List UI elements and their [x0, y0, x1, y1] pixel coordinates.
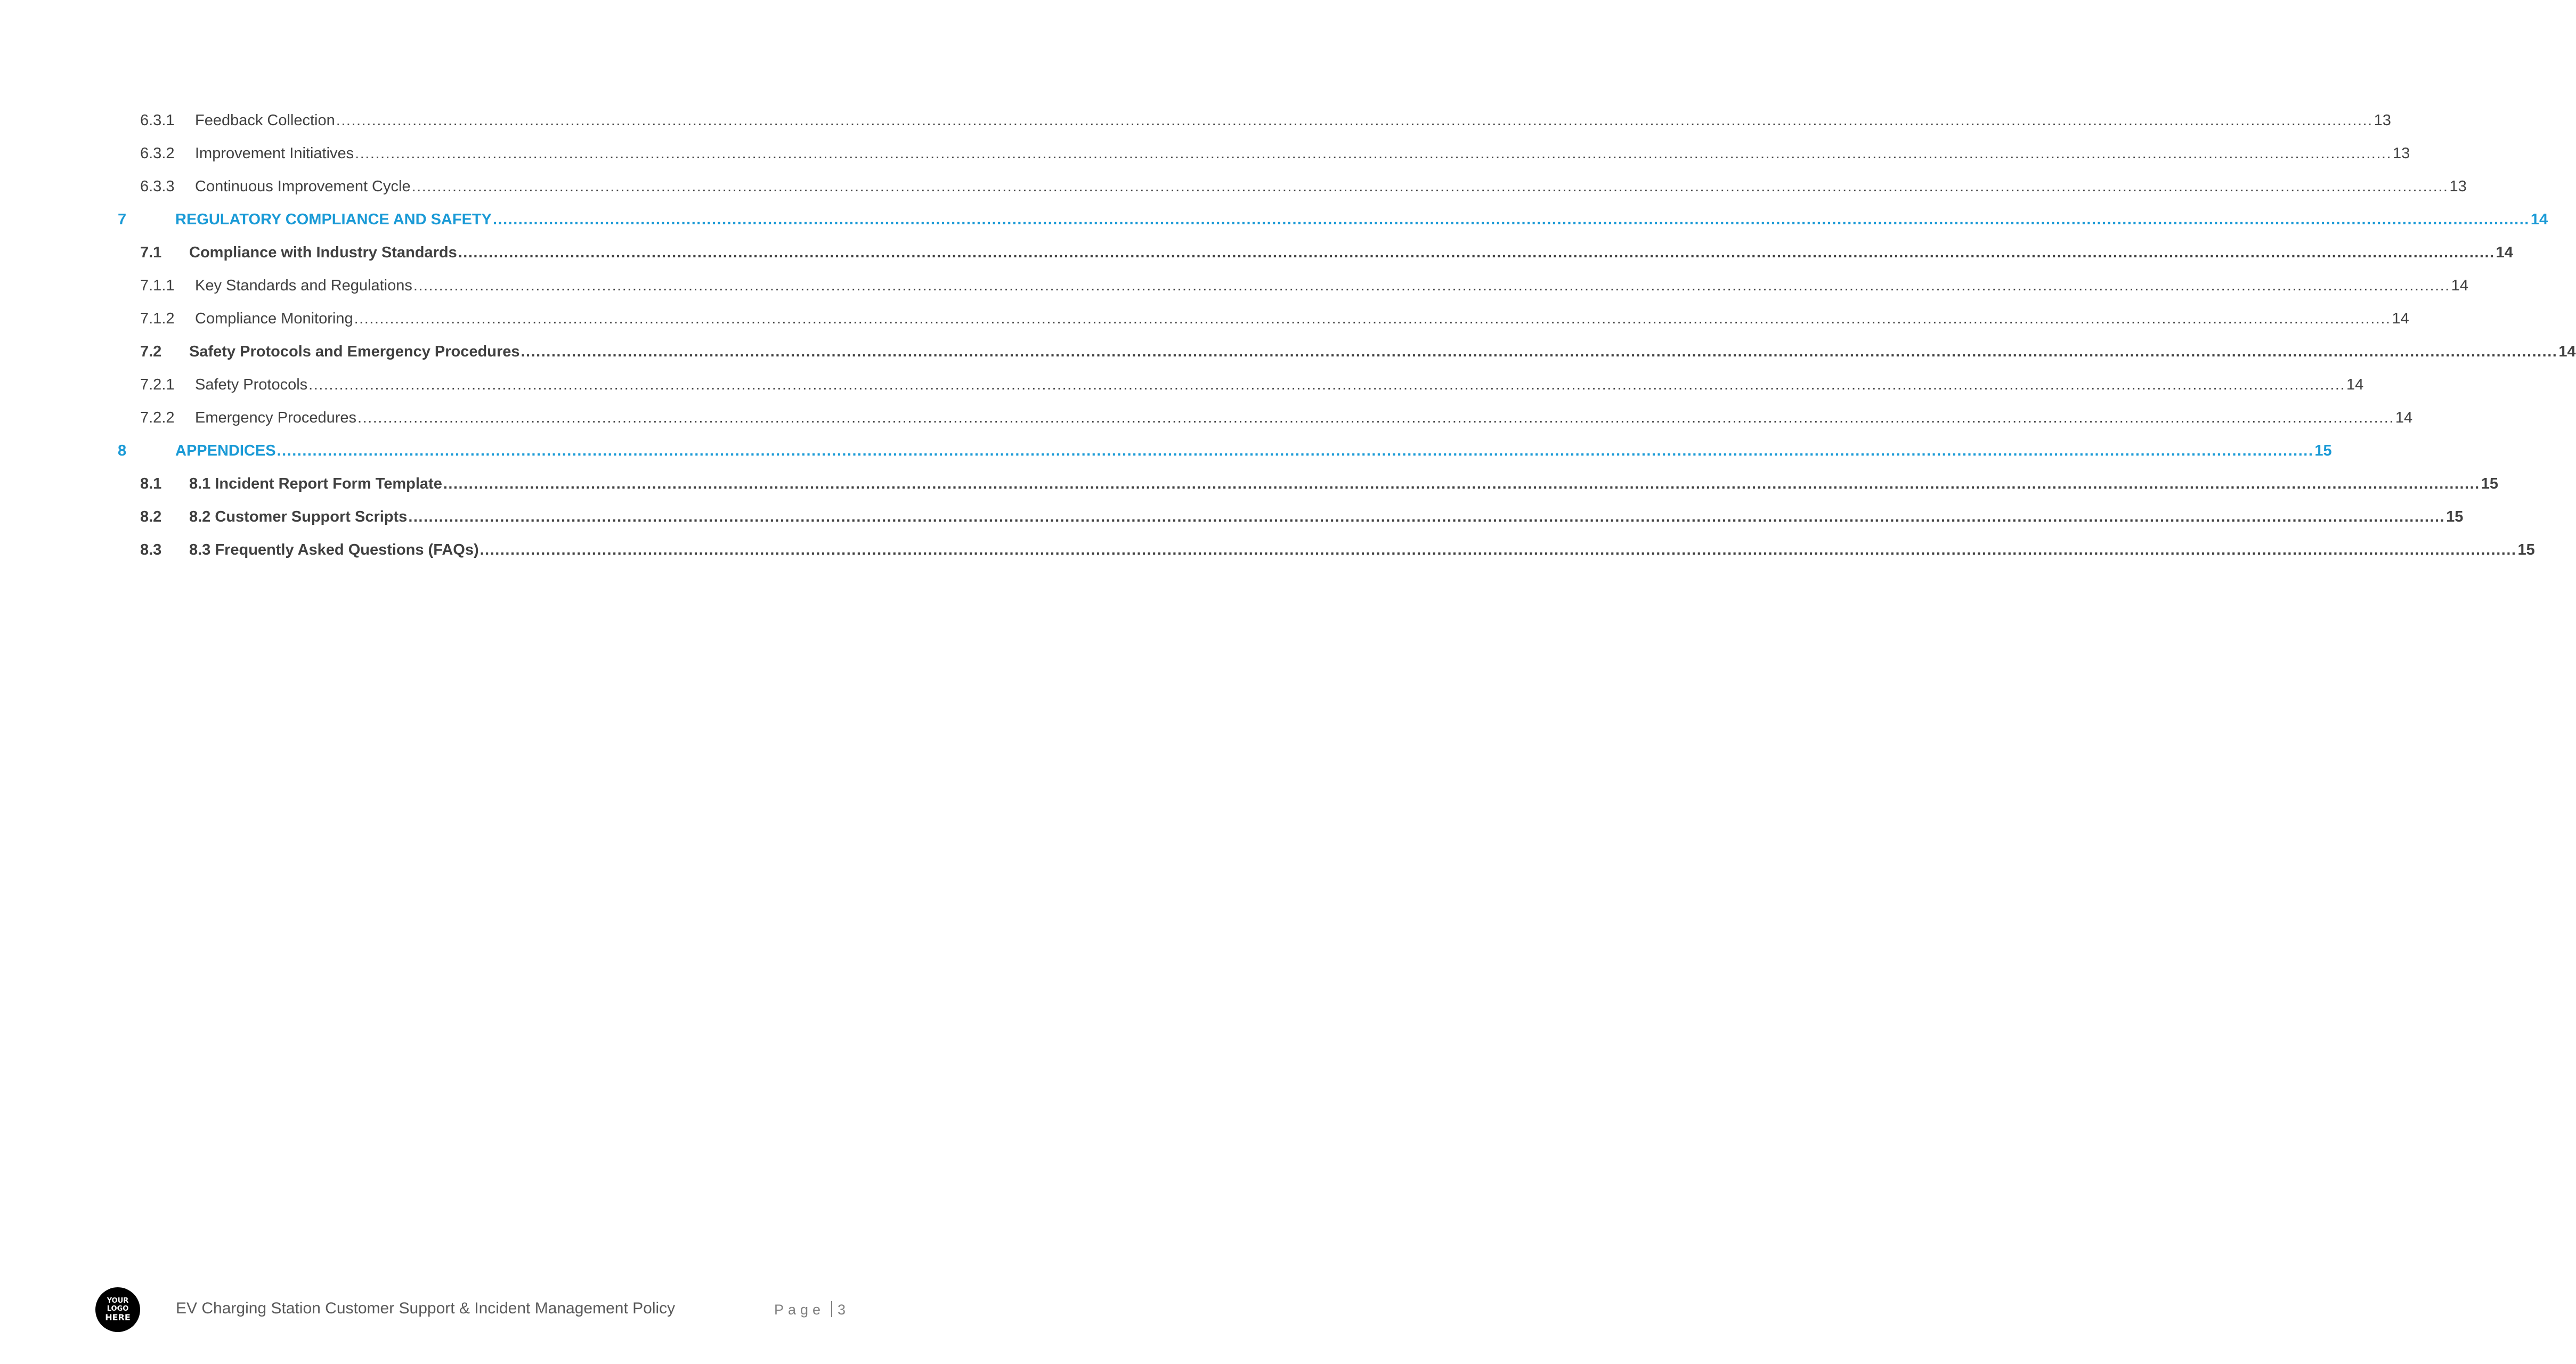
toc-entry-number: 8.2 [140, 508, 162, 525]
toc-entry-leader-line [189, 533, 2535, 566]
toc-entry-leader-line [195, 104, 2391, 137]
toc-entry-leader-line [195, 170, 2467, 203]
toc-entry-leader-line [189, 467, 2498, 500]
toc-entry-title[interactable]: 8.3 Frequently Asked Questions (FAQs) [189, 541, 479, 558]
toc-entry-page-number: 15 [2517, 541, 2535, 558]
toc-entry[interactable] [0, 137, 2410, 170]
logo-text-line3: HERE [105, 1312, 131, 1322]
toc-dot-leader: ................................................................................................................................................................................................................................................................................................................................................................................................................ [443, 475, 2480, 492]
toc-entry-number: 8 [118, 442, 127, 459]
toc-entry-leader-line [175, 203, 2548, 236]
toc-entry-page-number: 14 [2496, 244, 2513, 261]
toc-entry-title[interactable]: APPENDICES [175, 442, 276, 459]
toc-entry-number: 8.1 [140, 475, 162, 492]
toc-entry[interactable] [0, 269, 2469, 302]
toc-entry-page-number: 14 [2346, 376, 2364, 393]
toc-entry[interactable] [0, 203, 2548, 236]
logo-text-line1: YOUR [107, 1297, 129, 1305]
toc-entry-leader-line [195, 269, 2469, 302]
toc-entry[interactable] [0, 104, 2391, 137]
toc-entry-page-number: 15 [2446, 508, 2464, 525]
footer-document-title: EV Charging Station Customer Support & Incident Management Policy [176, 1300, 676, 1317]
toc-entry-leader-line [189, 335, 2576, 368]
toc-entry-number: 6.3.3 [140, 178, 175, 195]
toc-entry[interactable] [0, 335, 2576, 368]
toc-dot-leader: ................................................................................................................................................................................................................................................................................................................................................................................................................ [458, 244, 2495, 261]
toc-entry[interactable] [0, 434, 2332, 467]
toc-entry[interactable] [0, 170, 2467, 203]
toc-dot-leader: ................................................................................................................................................................................................................................................................................................................................................................................................................ [308, 376, 2346, 393]
toc-entry-page-number: 15 [2314, 442, 2332, 459]
toc-entry-number: 7.2 [140, 343, 162, 360]
toc-entry[interactable] [0, 533, 2535, 566]
toc-dot-leader: ................................................................................................................................................................................................................................................................................................................................................................................................................ [357, 409, 2394, 426]
toc-entry-page-number: 14 [2558, 343, 2576, 360]
toc-entry-page-number: 14 [2392, 310, 2409, 327]
toc-dot-leader: ................................................................................................................................................................................................................................................................................................................................................................................................................ [355, 145, 2392, 162]
page-label: Page [774, 1302, 825, 1318]
toc-entry-number: 7.1.2 [140, 310, 175, 327]
page-number: 3 [838, 1302, 846, 1318]
toc-dot-leader: ................................................................................................................................................................................................................................................................................................................................................................................................................ [277, 442, 2314, 459]
toc-entry-title[interactable]: Improvement Initiatives [195, 145, 354, 162]
toc-dot-leader: ................................................................................................................................................................................................................................................................................................................................................................................................................ [354, 310, 2391, 327]
toc-entry-number: 6.3.1 [140, 112, 175, 129]
toc-entry-page-number: 13 [2393, 145, 2410, 162]
toc-dot-leader: ................................................................................................................................................................................................................................................................................................................................................................................................................ [480, 541, 2517, 558]
toc-entry-title[interactable]: Feedback Collection [195, 112, 335, 129]
toc-dot-leader: ................................................................................................................................................................................................................................................................................................................................................................................................................ [336, 112, 2373, 129]
toc-entry-leader-line [195, 368, 2364, 401]
toc-entry-number: 7.1.1 [140, 277, 175, 294]
toc-entry-leader-line [189, 500, 2464, 533]
toc-entry-title[interactable]: Compliance with Industry Standards [189, 244, 457, 261]
toc-entry-leader-line [195, 302, 2409, 335]
toc-entry-title[interactable]: Continuous Improvement Cycle [195, 178, 411, 195]
page-footer [0, 1284, 964, 1337]
toc-entry-title[interactable]: Emergency Procedures [195, 409, 357, 426]
toc-entry[interactable] [0, 500, 2464, 533]
page-separator [831, 1301, 832, 1317]
toc-entry-page-number: 13 [2374, 112, 2391, 129]
toc-entry-page-number: 15 [2481, 475, 2498, 492]
toc-entry[interactable] [0, 368, 2364, 401]
toc-entry-page-number: 13 [2449, 178, 2467, 195]
toc-entry-title[interactable]: 8.1 Incident Report Form Template [189, 475, 442, 492]
toc-entry-page-number: 14 [2395, 409, 2413, 426]
toc-entry-title[interactable]: Safety Protocols [195, 376, 308, 393]
toc-entry-number: 7.2.2 [140, 409, 175, 426]
toc-dot-leader: ................................................................................................................................................................................................................................................................................................................................................................................................................ [521, 343, 2558, 360]
toc-dot-leader: ................................................................................................................................................................................................................................................................................................................................................................................................................ [408, 508, 2445, 525]
toc-entry-page-number: 14 [2451, 277, 2469, 294]
toc-entry-title[interactable]: Key Standards and Regulations [195, 277, 412, 294]
logo-placeholder [95, 1287, 140, 1332]
toc-entry-number: 7.1 [140, 244, 162, 261]
logo-text-line2: LOGO [107, 1305, 129, 1313]
toc-entry-leader-line [195, 137, 2410, 170]
toc-entry-title[interactable]: 8.2 Customer Support Scripts [189, 508, 408, 525]
toc-dot-leader: ................................................................................................................................................................................................................................................................................................................................................................................................................ [413, 277, 2450, 294]
toc-entry-leader-line [195, 401, 2413, 434]
toc-entry-leader-line [175, 434, 2332, 467]
toc-entry[interactable] [0, 302, 2409, 335]
toc-entry-title[interactable]: REGULATORY COMPLIANCE AND SAFETY [175, 211, 492, 228]
toc-entry-number: 8.3 [140, 541, 162, 558]
toc-entry-leader-line [189, 236, 2513, 269]
toc-dot-leader: ................................................................................................................................................................................................................................................................................................................................................................................................................ [493, 211, 2530, 228]
toc-entry-page-number: 14 [2530, 211, 2548, 228]
toc-dot-leader: ................................................................................................................................................................................................................................................................................................................................................................................................................ [411, 178, 2449, 195]
toc-entry-number: 7 [118, 211, 127, 228]
toc-entry-title[interactable]: Compliance Monitoring [195, 310, 353, 327]
toc-entry-number: 6.3.2 [140, 145, 175, 162]
toc-entry-number: 7.2.1 [140, 376, 175, 393]
toc-entry[interactable] [0, 401, 2413, 434]
toc-entry[interactable] [0, 467, 2498, 500]
toc-entry[interactable] [0, 236, 2513, 269]
toc-entry-title[interactable]: Safety Protocols and Emergency Procedures [189, 343, 520, 360]
